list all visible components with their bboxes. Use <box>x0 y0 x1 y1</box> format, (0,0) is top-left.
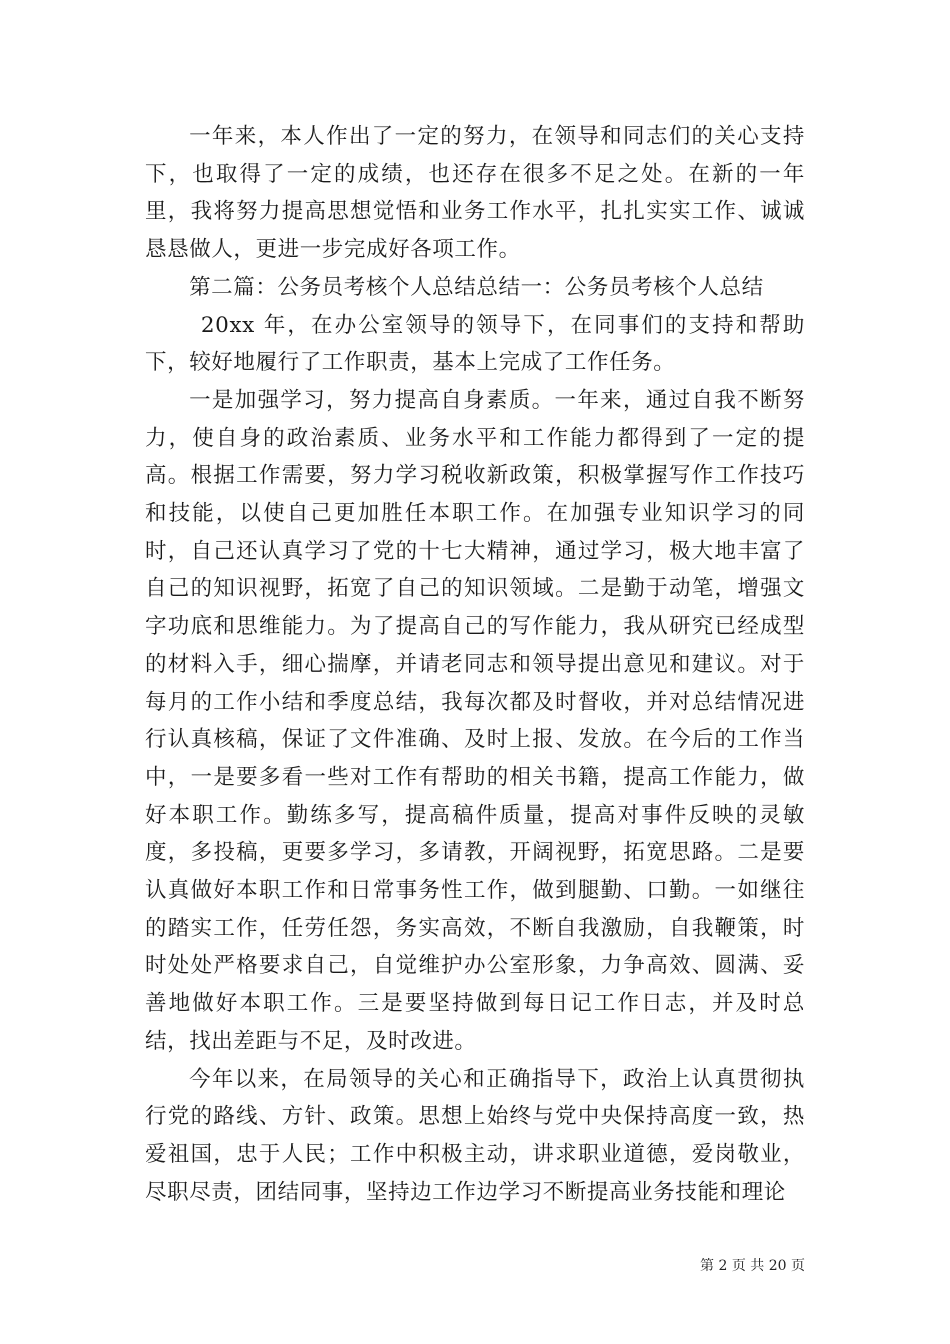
paragraph-study-and-writing: 一是加强学习，努力提高自身素质。一年来，通过自我不断努力，使自身的政治素质、业务水平和工作能力都得到了一定的提高。根据工作需要，努力学习税收新政策，积极掌握写作工作技巧和技能，以使自己更加胜任本职工作。在加强专业知识学习的同时，自己还认真学习了党的十七大精神，通过学习，极大地丰富了自己的知识视野，拓宽了自己的知识领域。二是勤于动笔，增强文字功底和思维能力。为了提高自己的写作能力，我从研究已经成型的材料入手，细心揣摩，并请老同志和领导提出意见和建议。对于每月的工作小结和季度总结，我每次都及时督收，并对总结情况进行认真核稿，保证了文件准确、及时上报、发放。在今后的工作当中，一是要多看一些对工作有帮助的相关书籍，提高工作能力，做好本职工作。勤练多写，提高稿件质量，提高对事件反映的灵敏度，多投稿，更要多学习，多请教，开阔视野，拓宽思路。二是要认真做好本职工作和日常事务性工作，做到腿勤、口勤。一如继往的踏实工作，任劳任怨，务实高效，不断自我激励，自我鞭策，时时处处严格要求自己，自觉维护办公室形象，力争高效、圆满、妥善地做好本职工作。三是要坚持做到每日记工作日志，并及时总结，找出差距与不足，及时改进。 <box>145 387 805 1054</box>
paragraph-summary-closing: 一年来，本人作出了一定的努力，在领导和同志们的关心支持下，也取得了一定的成绩，也还存在很多不足之处。在新的一年里，我将努力提高思想觉悟和业务工作水平，扎扎实实工作、诚诚恳恳做人，更进一步完成好各项工作。 <box>145 124 805 263</box>
document-body <box>145 118 805 1211</box>
page-number-footer: 第 2 页 共 20 页 <box>700 1258 805 1274</box>
paragraph-political-performance: 今年以来，在局领导的关心和正确指导下，政治上认真贯彻执行党的路线、方针、政策。思想上始终与党中央保持高度一致，热爱祖国，忠于人民；工作中积极主动，讲求职业道德，爱岗敬业，尽职尽责，团结同事，坚持边工作边学习不断提高业务技能和理论 <box>145 1066 805 1205</box>
section-heading: 第二篇：公务员考核个人总结总结一：公务员考核个人总结 <box>189 274 764 300</box>
paragraph-intro: 20xx 年，在办公室领导的领导下，在同事们的支持和帮助下，较好地履行了工作职责，基本上完成了工作任务。 <box>145 312 805 376</box>
